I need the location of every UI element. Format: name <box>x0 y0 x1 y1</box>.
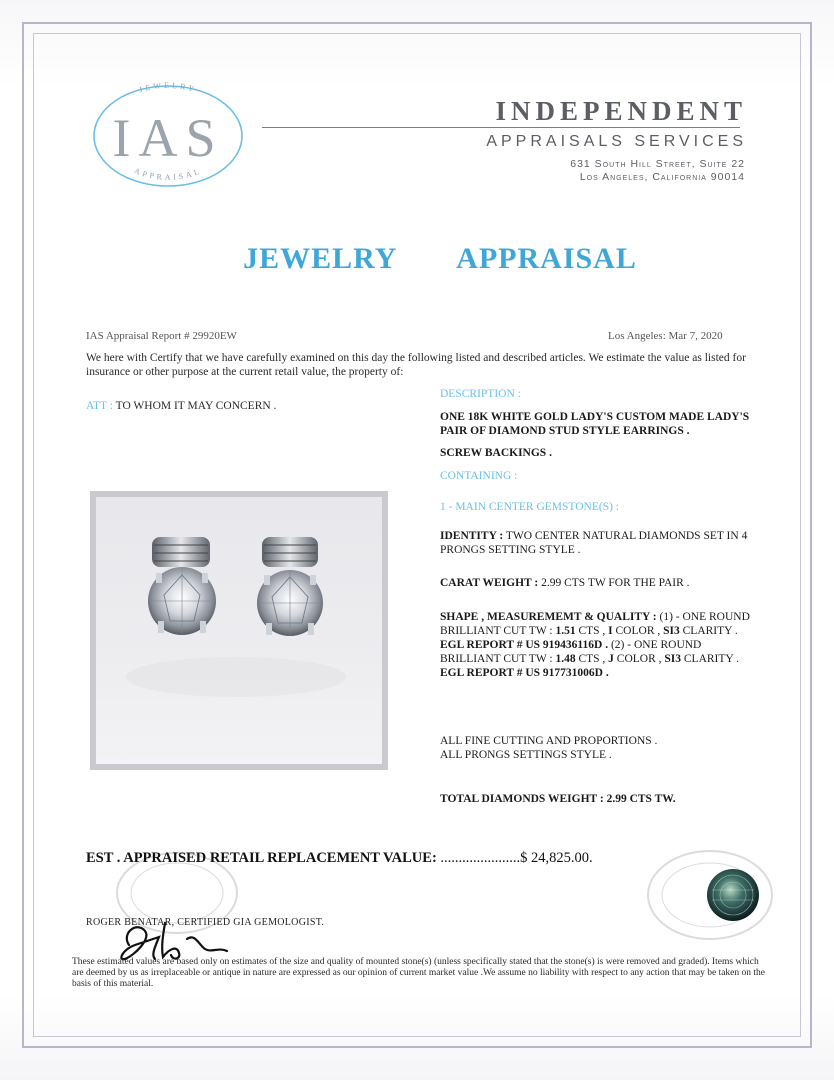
earrings-photo <box>90 491 388 770</box>
page-title: JEWELRY APPRAISAL <box>243 242 637 275</box>
identity-line-2: PRONGS SETTING STYLE . <box>440 544 581 556</box>
logo-letters: IAS <box>112 108 224 168</box>
identity-line-1: TWO CENTER NATURAL DIAMONDS SET IN 4 <box>505 530 748 542</box>
description-line-1: ONE 18K WHITE GOLD LADY'S CUSTOM MADE LADY'S <box>440 411 750 423</box>
carat-weight <box>440 576 800 590</box>
identity-label: IDENTITY : <box>440 530 504 542</box>
shape-stone-1-heading: (1) - ONE ROUND <box>659 611 750 623</box>
cutting-block <box>440 734 800 762</box>
description-line-2: PAIR OF DIAMOND STUD STYLE EARRINGS . <box>440 425 690 437</box>
address-line-1: 631 South Hill Street, Suite 22 <box>570 158 745 170</box>
logo-ring-top: JEWELRY <box>137 82 198 95</box>
estimate-label: EST . APPRAISED RETAIL REPLACEMENT VALUE: <box>86 850 437 866</box>
carat-value: 2.99 CTS TW FOR THE PAIR . <box>541 577 690 589</box>
egl-report-1: EGL REPORT # US 919436116D . <box>440 639 609 651</box>
shape-quality-block: SHAPE , MEASUREMEMT & QUALITY : (1) - ONE ROUND BRILLIANT CUT TW : 1.51 CTS , I COLOR , SI3 CLARITY . EGL REPORT # US 919436116D . (2) - ONE ROUND BRILLIANT CUT TW : 1.48 CTS , J COLOR , SI3 CLARITY . EGL REPORT # US 917731006D . <box>440 610 800 680</box>
company-subtitle: APPRAISALS SERVICES <box>486 133 747 150</box>
estimate-dots: ...................... <box>436 850 521 866</box>
logo-ring-bottom: APPRAISAL <box>132 166 204 182</box>
description-body <box>440 410 800 438</box>
shape-label: SHAPE , MEASUREMEMT & QUALITY : <box>440 611 657 623</box>
gemologist-name: ROGER BENATAR, CERTIFIED GIA GEMOLOGIST. <box>86 917 325 928</box>
report-date: Los Angeles: Mar 7, 2020 <box>608 330 723 342</box>
main-gemstone-heading: 1 - MAIN CENTER GEMSTONE(S) : <box>440 501 619 513</box>
disclaimer: These estimated values are based only on estimates of the size and quality of mounted stone(s) (unless specifically stated that the stone(s) is were removed and graded). Items which are deemed by us as irreplaceable or antique in nature are expressed as our opinion of current market value .We assume no liability with respect to any action that may be taken on the basis of this material. <box>72 957 766 989</box>
att-value: TO WHOM IT MAY CONCERN . <box>115 400 277 412</box>
svg-text:APPRAISAL <box>133 166 203 182</box>
egl-report-2: EGL REPORT # US 917731006D . <box>440 667 609 679</box>
certification-statement: We here with Certify that we have carefully examined on this day the following listed and described articles. We estimate the value as listed for insurance or other purpose at the current retail value, the property of: <box>86 352 746 378</box>
total-diamonds-weight: TOTAL DIAMONDS WEIGHT : 2.99 CTS TW. <box>440 793 676 805</box>
att-line <box>86 400 276 412</box>
description-label: DESCRIPTION : <box>440 388 521 400</box>
header-rule <box>262 127 740 128</box>
carat-label: CARAT WEIGHT : <box>440 577 539 589</box>
att-label: ATT : <box>86 400 113 412</box>
company-name: INDEPENDENT <box>495 96 747 126</box>
hologram-sticker <box>706 868 760 922</box>
company-address <box>470 158 745 184</box>
description-line-3: SCREW BACKINGS . <box>440 447 552 459</box>
ias-logo <box>86 82 250 190</box>
svg-text:JEWELRY <box>138 82 198 94</box>
estimated-value <box>86 850 593 867</box>
identity-block <box>440 529 800 557</box>
containing-label: CONTAINING : <box>440 470 518 482</box>
cutting-line-2: ALL PRONGS SETTINGS STYLE . <box>440 749 612 761</box>
cutting-line-1: ALL FINE CUTTING AND PROPORTIONS . <box>440 735 658 747</box>
address-line-2: Los Angeles, California 90014 <box>579 171 745 183</box>
estimate-amount: $ 24,825.00. <box>520 850 593 866</box>
report-number: IAS Appraisal Report # 29920EW <box>86 330 237 342</box>
